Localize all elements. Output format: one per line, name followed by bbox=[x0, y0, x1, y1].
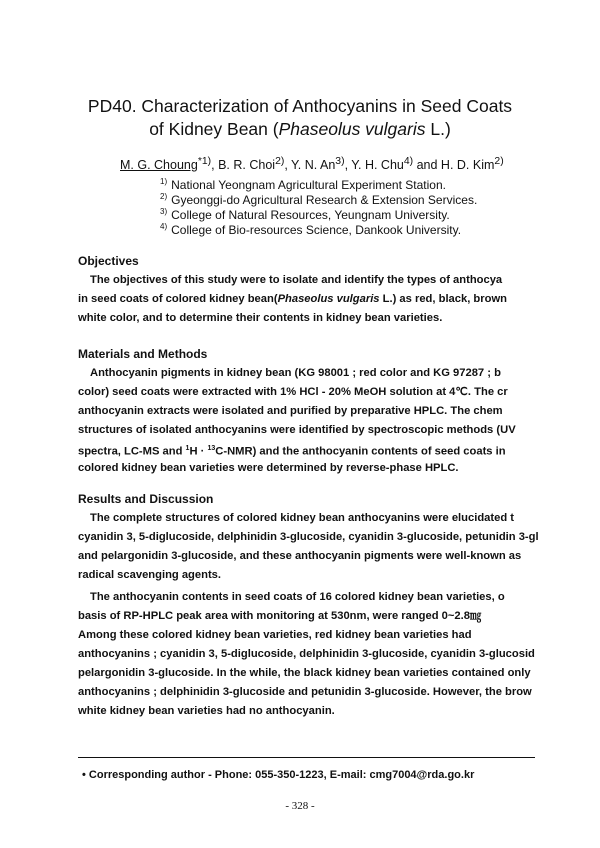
title-text-end: L.) bbox=[425, 119, 451, 139]
text: H · bbox=[189, 445, 208, 458]
author: , Y. N. An bbox=[284, 158, 336, 173]
paragraph-line: radical scavenging agents. bbox=[78, 569, 222, 581]
paragraph-line: basis of RP-HPLC peak area with monitoring at 530nm, were ranged 0~2.8㎎ bbox=[78, 610, 482, 622]
paragraph-line: white kidney bean varieties had no anthocyanin. bbox=[78, 705, 335, 717]
paragraph-line: The complete structures of colored kidney bean anthocyanins were elucidated t bbox=[90, 512, 514, 524]
paragraph-line bbox=[78, 292, 544, 306]
paragraph-line: The objectives of this study were to isolate and identify the types of anthocya bbox=[90, 274, 503, 286]
paragraph-line: anthocyanin extracts were isolated and purified by preparative HPLC. The chem bbox=[78, 405, 503, 417]
section-heading-objectives: Objectives bbox=[78, 254, 139, 268]
page-number: - 328 - bbox=[285, 800, 315, 812]
paper-title-line-2 bbox=[0, 119, 600, 140]
paper-title-line-1: PD40. Characterization of Anthocyanins in Seed Coats bbox=[87, 96, 513, 116]
affiliation bbox=[160, 192, 477, 207]
paragraph-line: colored kidney bean varieties were determined by reverse-phase HPLC. bbox=[78, 462, 459, 474]
paragraph-line: color) seed coats were extracted with 1% HCl - 20% MeOH solution at 4℃. The cr bbox=[78, 386, 508, 398]
affiliation bbox=[160, 177, 446, 192]
affiliation-number: 3) bbox=[160, 207, 168, 216]
author: and H. D. Kim bbox=[413, 158, 495, 173]
paragraph-line: pelargonidin 3-glucoside. In the while, the black kidney bean varieties contained only bbox=[78, 667, 531, 679]
text: spectra, LC-MS and bbox=[78, 445, 186, 458]
paragraph-line bbox=[78, 442, 544, 459]
footnote-divider bbox=[78, 757, 535, 758]
title-species-name: Phaseolus vulgaris bbox=[278, 119, 426, 139]
affiliation-number: 4) bbox=[160, 222, 168, 231]
text: L.) as red, black, brown bbox=[379, 293, 507, 305]
species-name: Phaseolus vulgaris bbox=[277, 293, 380, 305]
paragraph-line: white color, and to determine their contents in kidney bean varieties. bbox=[78, 312, 443, 324]
affiliation bbox=[160, 222, 461, 237]
affiliation bbox=[160, 207, 450, 222]
paragraph-line: anthocyanins ; cyanidin 3, 5-diglucoside, delphinidin 3-glucoside, cyanidin 3-glucosid bbox=[78, 648, 535, 660]
author: , Y. H. Chu bbox=[344, 158, 404, 173]
affiliation-text: College of Natural Resources, Yeungnam University. bbox=[171, 208, 450, 222]
paragraph-line: Anthocyanin pigments in kidney bean (KG 98001 ; red color and KG 97287 ; b bbox=[90, 367, 501, 379]
corresponding-author-footnote: • Corresponding author - Phone: 055-350-1223, E-mail: cmg7004@rda.go.kr bbox=[82, 769, 475, 781]
text: C-NMR) and the anthocyanin contents of seed coats in bbox=[215, 445, 506, 458]
paragraph-line: Among these colored kidney bean varieties, red kidney bean varieties had bbox=[78, 629, 472, 641]
title-text: of Kidney Bean ( bbox=[149, 119, 279, 139]
affiliation-number: 2) bbox=[160, 192, 168, 201]
author-list bbox=[120, 156, 504, 172]
author-sup: *1) bbox=[197, 156, 212, 167]
affiliation-text: College of Bio-resources Science, Dankook University. bbox=[171, 223, 462, 237]
author-sup: 2) bbox=[275, 156, 285, 167]
superscript: 13 bbox=[207, 445, 216, 452]
paragraph-line: structures of isolated anthocyanins were identified by spectroscopic methods (UV bbox=[78, 424, 516, 436]
author-sup: 2) bbox=[494, 156, 504, 167]
affiliation-text: Gyeonggi-do Agricultural Research & Extension Services. bbox=[171, 193, 478, 207]
paragraph-line: The anthocyanin contents in seed coats of 16 colored kidney bean varieties, o bbox=[90, 591, 505, 603]
author-sup: 4) bbox=[403, 156, 414, 167]
affiliation-text: National Yeongnam Agricultural Experiment Station. bbox=[171, 178, 446, 192]
author-sup: 3) bbox=[335, 156, 345, 167]
paragraph-line: anthocyanins ; delphinidin 3-glucoside and petunidin 3-glucoside. However, the brow bbox=[78, 686, 532, 698]
affiliation-number: 1) bbox=[160, 177, 168, 186]
text: in seed coats of colored kidney bean( bbox=[78, 293, 278, 305]
author: , B. R. Choi bbox=[211, 158, 276, 173]
paragraph-line: cyanidin 3, 5-diglucoside, delphinidin 3-glucoside, cyanidin 3-glucoside, petunidin 3-gl bbox=[78, 531, 539, 543]
section-heading-methods: Materials and Methods bbox=[78, 347, 208, 361]
section-heading-results: Results and Discussion bbox=[78, 492, 214, 506]
author-corresponding: M. G. Choung bbox=[120, 158, 198, 173]
superscript: 1 bbox=[185, 445, 190, 452]
paragraph-line: and pelargonidin 3-glucoside, and these anthocyanin pigments were well-known as bbox=[78, 550, 522, 562]
